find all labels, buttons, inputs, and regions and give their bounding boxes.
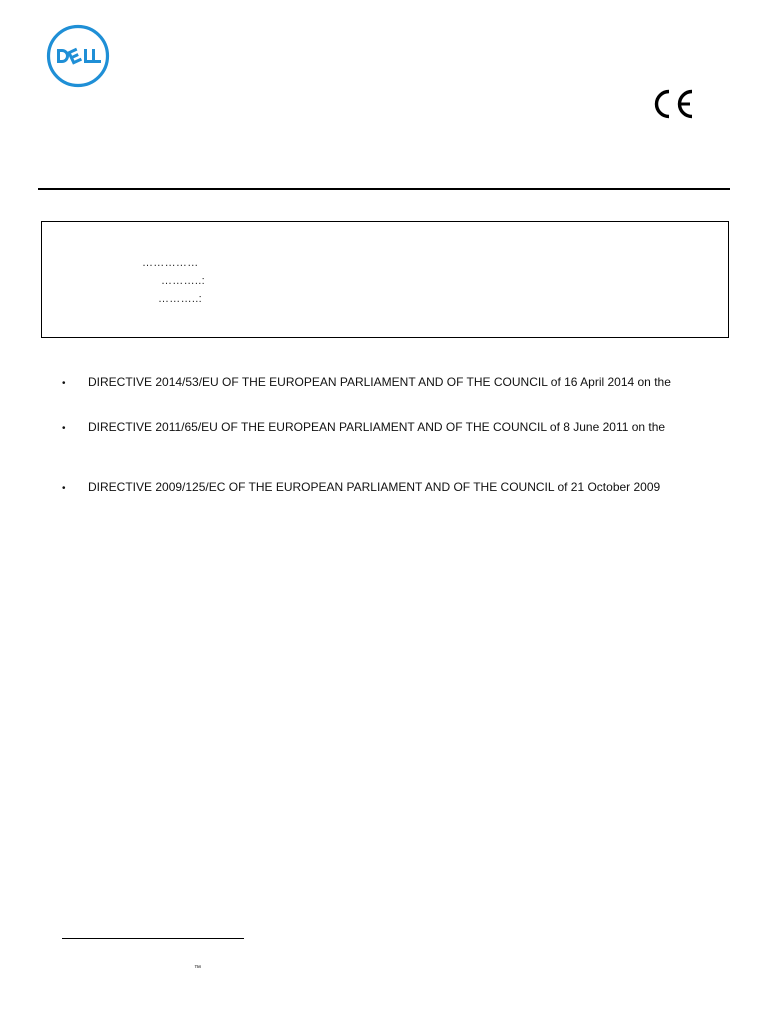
header-divider bbox=[38, 188, 730, 190]
dell-logo-icon bbox=[46, 24, 110, 88]
info-line-3: ………..: bbox=[158, 293, 202, 305]
product-info-box bbox=[41, 221, 729, 338]
ce-mark-icon bbox=[652, 88, 696, 120]
directive-item bbox=[62, 480, 742, 496]
directive-item bbox=[62, 420, 742, 436]
directive-text: DIRECTIVE 2011/65/EU OF THE EUROPEAN PARLIAMENT AND OF THE COUNCIL of 8 June 2011 on the bbox=[88, 420, 666, 434]
directive-item bbox=[62, 375, 742, 391]
footnote-divider bbox=[62, 938, 244, 939]
ce-mark bbox=[652, 88, 696, 120]
dell-logo bbox=[46, 24, 110, 88]
info-line-2: ………..: bbox=[161, 275, 205, 287]
trademark-symbol: ™ bbox=[194, 965, 201, 972]
bullet-marker: • bbox=[62, 483, 66, 494]
bullet-marker: • bbox=[62, 423, 66, 434]
directive-text: DIRECTIVE 2009/125/EC OF THE EUROPEAN PARLIAMENT AND OF THE COUNCIL of 21 October 2009 bbox=[88, 480, 661, 494]
directive-text: DIRECTIVE 2014/53/EU OF THE EUROPEAN PARLIAMENT AND OF THE COUNCIL of 16 April 2014 on the bbox=[88, 375, 671, 389]
info-line-1: …………… bbox=[142, 257, 199, 269]
bullet-marker: • bbox=[62, 378, 66, 389]
